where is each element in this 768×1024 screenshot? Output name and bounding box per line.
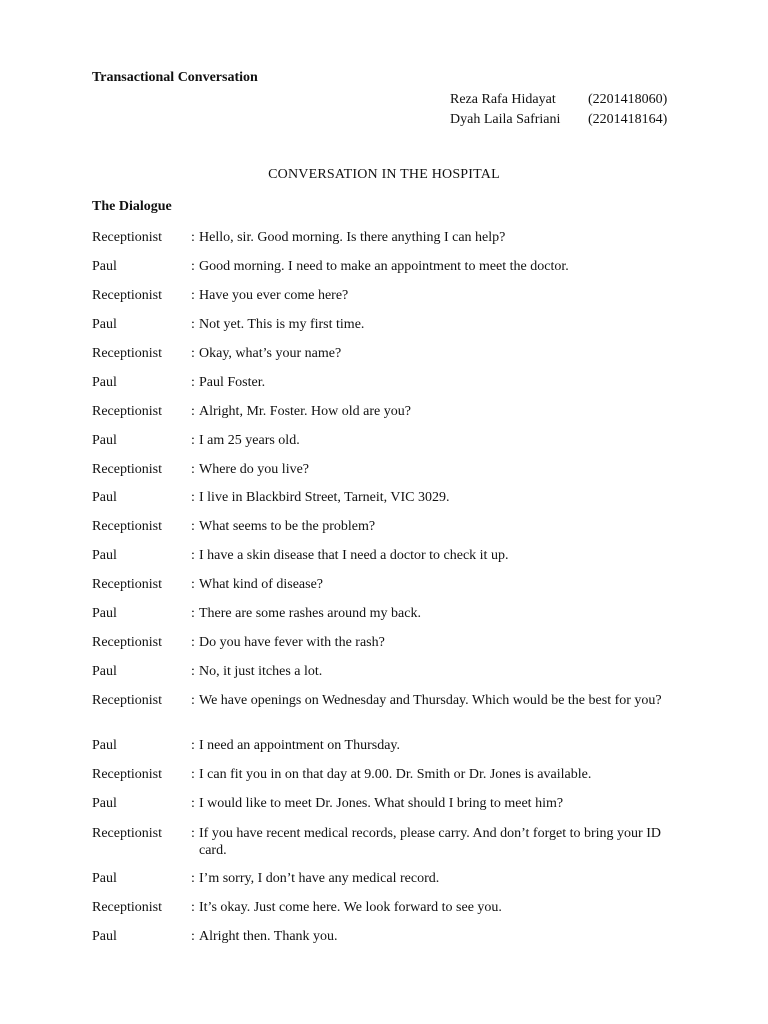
speaker-colon: : — [191, 346, 195, 361]
author-id: (2201418164) — [588, 111, 668, 127]
dialogue-line — [92, 258, 672, 275]
utterance-text: I am 25 years old. — [199, 433, 300, 448]
utterance-text: Alright, Mr. Foster. How old are you? — [199, 404, 411, 419]
utterance-text: If you have recent medical records, please carry. And don’t forget to bring your ID card. — [199, 826, 661, 858]
speaker-colon: : — [191, 900, 195, 915]
author-list — [450, 89, 667, 129]
speaker-colon: : — [191, 577, 195, 592]
dialogue-line — [92, 737, 672, 754]
utterance-text: Okay, what’s your name? — [199, 346, 342, 361]
utterance-text: Paul Foster. — [199, 375, 266, 390]
dialogue-line — [92, 345, 672, 362]
speaker-colon: : — [191, 606, 195, 621]
utterance-text: Hello, sir. Good morning. Is there anything I can help? — [199, 230, 506, 245]
speaker-colon: : — [191, 693, 195, 708]
speaker-name: Paul — [92, 375, 117, 390]
utterance-text: There are some rashes around my back. — [199, 606, 421, 621]
speaker-name: Paul — [92, 317, 117, 332]
utterance-text: Do you have fever with the rash? — [199, 635, 385, 650]
utterance-text: Good morning. I need to make an appointment to meet the doctor. — [199, 259, 569, 274]
speaker-name: Paul — [92, 259, 117, 274]
speaker-colon: : — [191, 767, 195, 782]
utterance-text: Alright then. Thank you. — [199, 929, 338, 944]
speaker-name: Paul — [92, 738, 117, 753]
utterance-text: I’m sorry, I don’t have any medical record. — [199, 871, 440, 886]
dialogue-line — [92, 663, 672, 680]
dialogue-line — [92, 899, 672, 916]
dialogue-line — [92, 692, 672, 709]
speaker-name: Receptionist — [92, 767, 162, 782]
speaker-name: Receptionist — [92, 230, 162, 245]
speaker-name: Receptionist — [92, 826, 162, 841]
speaker-name: Receptionist — [92, 404, 162, 419]
dialogue-line — [92, 489, 672, 506]
dialogue-line — [92, 605, 672, 622]
dialogue-line — [92, 547, 672, 564]
speaker-name: Paul — [92, 796, 117, 811]
speaker-name: Receptionist — [92, 462, 162, 477]
speaker-name: Paul — [92, 433, 117, 448]
speaker-name: Receptionist — [92, 346, 162, 361]
speaker-colon: : — [191, 288, 195, 303]
speaker-name: Receptionist — [92, 635, 162, 650]
utterance-text: I can fit you in on that day at 9.00. Dr. Smith or Dr. Jones is available. — [199, 767, 592, 782]
speaker-colon: : — [191, 375, 195, 390]
utterance-text: I need an appointment on Thursday. — [199, 738, 401, 753]
dialogue-line — [92, 432, 672, 449]
speaker-colon: : — [191, 519, 195, 534]
speaker-name: Paul — [92, 606, 117, 621]
dialogue-line — [92, 287, 672, 304]
utterance-text: Not yet. This is my first time. — [199, 317, 365, 332]
document-heading: Transactional Conversation — [92, 70, 258, 85]
dialogue-line — [92, 825, 672, 859]
speaker-colon: : — [191, 796, 195, 811]
author-id: (2201418060) — [588, 91, 668, 107]
speaker-colon: : — [191, 433, 195, 448]
utterance-text: It’s okay. Just come here. We look forward to see you. — [199, 900, 502, 915]
utterance-text: We have openings on Wednesday and Thursday. Which would be the best for you? — [199, 693, 662, 708]
speaker-name: Paul — [92, 664, 117, 679]
utterance-text: I have a skin disease that I need a doctor to check it up. — [199, 548, 509, 563]
utterance-text: Have you ever come here? — [199, 288, 349, 303]
dialogue-line — [92, 634, 672, 651]
speaker-name: Paul — [92, 871, 117, 886]
speaker-name: Receptionist — [92, 519, 162, 534]
speaker-colon: : — [191, 664, 195, 679]
speaker-name: Paul — [92, 548, 117, 563]
speaker-colon: : — [191, 635, 195, 650]
speaker-name: Paul — [92, 490, 117, 505]
author-name: Dyah Laila Safriani — [450, 111, 561, 127]
speaker-name: Paul — [92, 929, 117, 944]
speaker-colon: : — [191, 317, 195, 332]
dialogue-line — [92, 928, 672, 945]
speaker-name: Receptionist — [92, 577, 162, 592]
author-row — [450, 89, 667, 109]
dialogue-line — [92, 374, 672, 391]
speaker-colon: : — [191, 462, 195, 477]
speaker-name: Receptionist — [92, 288, 162, 303]
dialogue-line — [92, 576, 672, 593]
speaker-colon: : — [191, 738, 195, 753]
speaker-colon: : — [191, 404, 195, 419]
document-title: CONVERSATION IN THE HOSPITAL — [268, 167, 500, 182]
utterance-text: I would like to meet Dr. Jones. What should I bring to meet him? — [199, 796, 564, 811]
section-heading: The Dialogue — [92, 199, 172, 214]
speaker-colon: : — [191, 548, 195, 563]
speaker-name: Receptionist — [92, 900, 162, 915]
dialogue-line — [92, 403, 672, 420]
dialogue-line — [92, 766, 672, 783]
dialogue-line — [92, 229, 672, 246]
utterance-text: No, it just itches a lot. — [199, 664, 323, 679]
speaker-name: Receptionist — [92, 693, 162, 708]
utterance-text: What seems to be the problem? — [199, 519, 376, 534]
speaker-colon: : — [191, 871, 195, 886]
speaker-colon: : — [191, 490, 195, 505]
dialogue-line — [92, 795, 672, 812]
dialogue-line — [92, 316, 672, 333]
dialogue-line — [92, 461, 672, 478]
dialogue-line — [92, 518, 672, 535]
author-name: Reza Rafa Hidayat — [450, 91, 556, 107]
utterance-text: I live in Blackbird Street, Tarneit, VIC 3029. — [199, 490, 450, 505]
utterance-text: What kind of disease? — [199, 577, 324, 592]
speaker-colon: : — [191, 259, 195, 274]
dialogue-line — [92, 870, 672, 887]
author-row — [450, 109, 667, 129]
utterance-text: Where do you live? — [199, 462, 310, 477]
speaker-colon: : — [191, 230, 195, 245]
speaker-colon: : — [191, 929, 195, 944]
speaker-colon: : — [191, 826, 195, 841]
